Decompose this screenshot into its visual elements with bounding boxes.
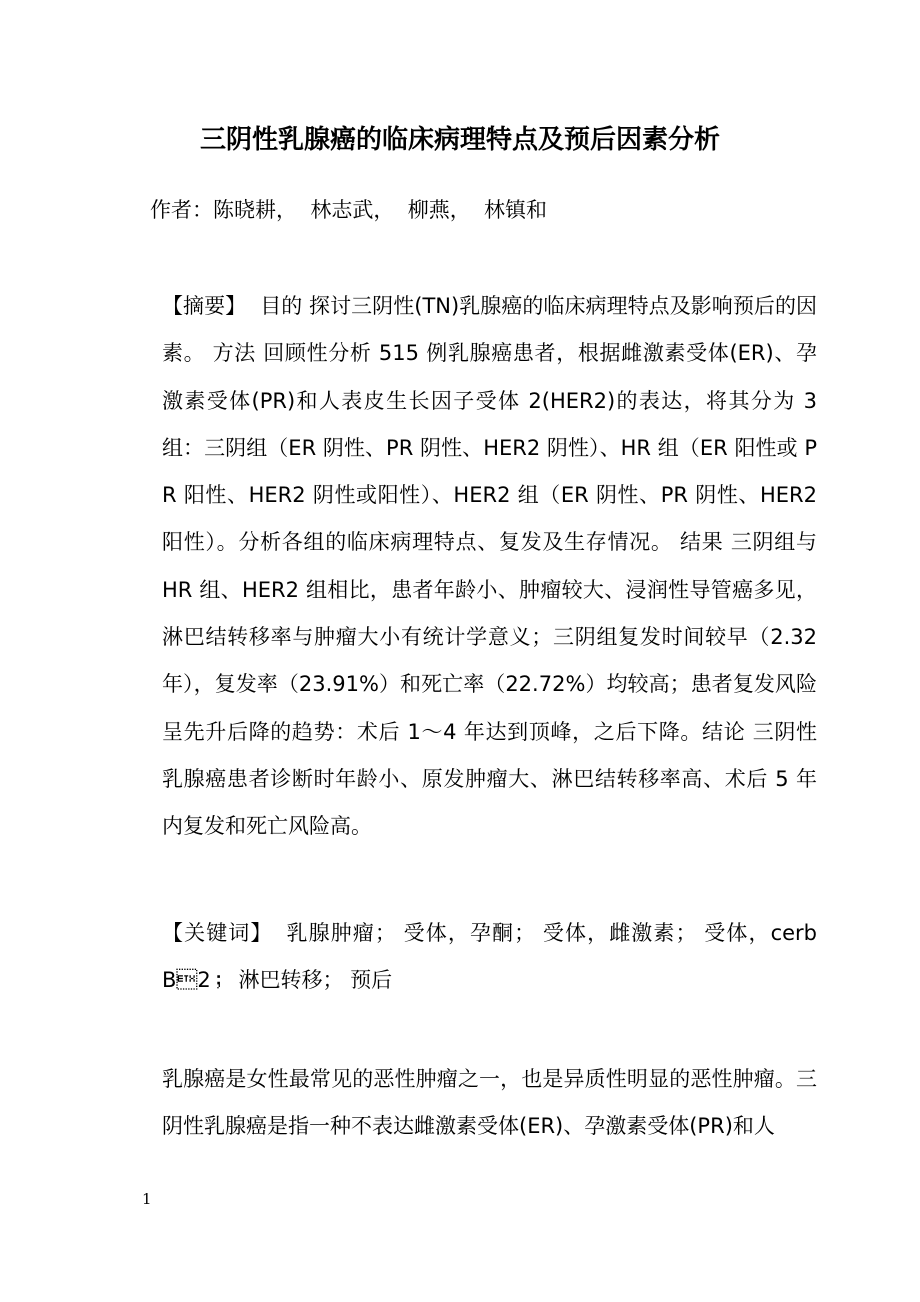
abstract-section xyxy=(140,283,817,851)
abstract-text: 目的 探讨三阴性(TN)乳腺癌的临床病理特点及影响预后的因素。 方法 回顾性分析 515 例乳腺癌患者，根据雌激素受体(ER)、孕激素受体(PR)和人表皮生长因子受体 2(HER2)的表达，将其分为 3 组：三阴组（ER 阴性、PR 阴性、HER2 阴性）、HR 组（ER 阳性或 PR 阳性、HER2 阴性或阳性）、HER2 组（ER 阴性、PR 阴性、HER2 阳性）。分析各组的临床病理特点、复发及生存情况。 结果 三阴组与 HR 组、HER2 组相比，患者年龄小、肿瘤较大、浸润性导管癌多见，淋巴结转移率与肿瘤大小有统计学意义；三阴组复发时间较早（2.32 年），复发率（23.91%）和死亡率（22.72%）均较高；患者复发风险呈先升后降的趋势：术后 1～4 年达到顶峰，之后下降。结论 三阴性乳腺癌患者诊断时年龄小、原发肿瘤大、淋巴结转移率高、术后 5 年内复发和死亡风险高。 xyxy=(162,294,817,839)
abstract-label: 【摘要】 xyxy=(162,294,247,318)
page-number: 1 xyxy=(142,1190,152,1208)
document-title: 三阴性乳腺癌的临床病理特点及预后因素分析 xyxy=(199,125,720,155)
keywords-text: 乳腺肿瘤； 受体，孕酮； 受体，雌激素； 受体，cerbB2； 淋巴转移； 预后 xyxy=(162,921,817,993)
keywords-section xyxy=(140,910,817,1005)
body-paragraph: 乳腺癌是女性最常见的恶性肿瘤之一，也是异质性明显的恶性肿瘤。三阴性乳腺癌是指一种不表达雌激素受体(ER)、孕激素受体(PR)和人 xyxy=(162,1067,817,1139)
keywords-label: 【关键词】 xyxy=(162,921,273,945)
author-line: 作者：陈晓耕， 林志武， 柳燕， 林镇和 xyxy=(150,198,548,222)
